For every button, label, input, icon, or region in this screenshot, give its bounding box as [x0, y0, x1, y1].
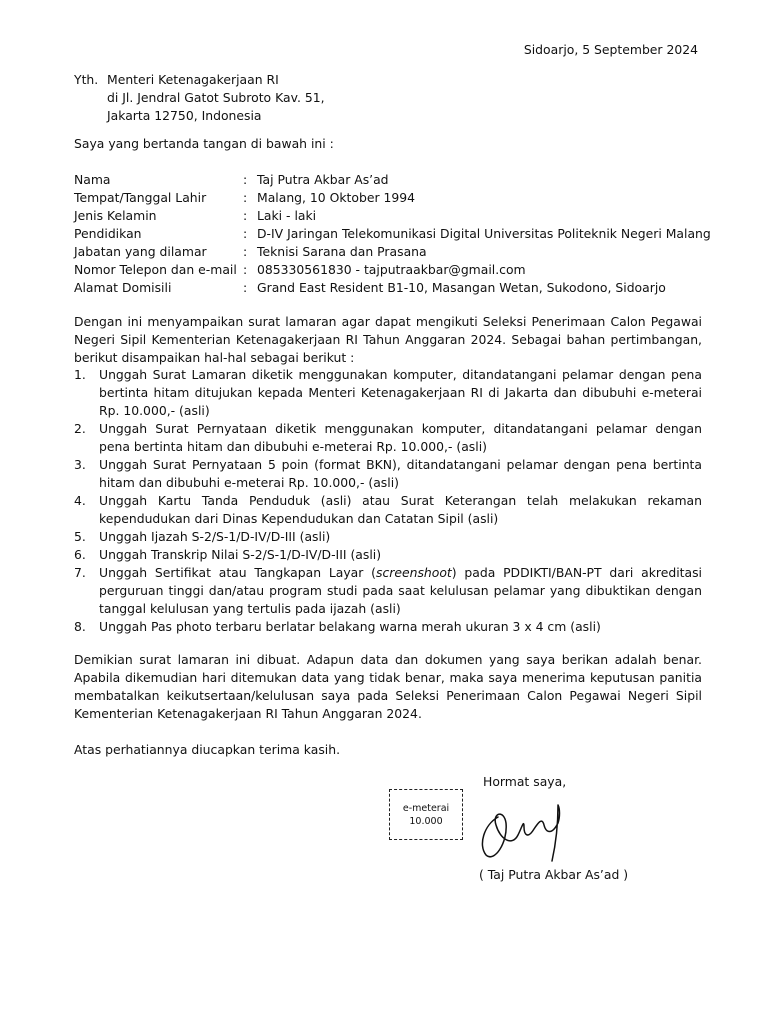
list-item-number: 8. — [74, 619, 86, 634]
list-item — [74, 528, 702, 546]
recipient-line-1: Menteri Ketenagakerjaan RI — [107, 72, 279, 87]
identity-label: Jenis Kelamin — [74, 208, 157, 223]
list-item-number: 6. — [74, 547, 86, 562]
list-item-number: 1. — [74, 367, 86, 382]
signature-image — [472, 795, 582, 865]
identity-value: Grand East Resident B1-10, Masangan Wetan, Sukodono, Sidoarjo — [257, 280, 666, 295]
stamp-line-2: 10.000 — [409, 815, 443, 827]
list-item — [74, 546, 702, 564]
place-date: Sidoarjo, 5 September 2024 — [523, 42, 698, 57]
recipient-prefix: Yth. — [74, 72, 99, 87]
stamp-line-1: e-meterai — [402, 802, 450, 814]
list-item-text: Unggah Pas photo terbaru berlatar belakang warna merah ukuran 3 x 4 cm (asli) — [99, 619, 601, 634]
list-item-number: 7. — [74, 565, 86, 580]
list-item-number: 5. — [74, 529, 86, 544]
recipient-line-2: di Jl. Jendral Gatot Subroto Kav. 51, — [107, 90, 325, 105]
e-meterai-stamp — [389, 789, 463, 840]
list-item-text: Unggah Kartu Tanda Penduduk (asli) atau Surat Keterangan telah melakukan rekaman kependudukan dari Dinas Kependudukan dan Catatan Sipil (asli) — [99, 493, 702, 526]
paragraph-purpose: Dengan ini menyampaikan surat lamaran agar dapat mengikuti Seleksi Penerimaan Calon Pegawai Negeri Sipil Kementerian Ketenagakerjaan RI Tahun Anggaran 2024. Sebagai bahan pertimbangan, berikut disampaikan hal-hal sebagai berikut : — [74, 314, 702, 365]
identity-colon: : — [243, 190, 248, 205]
list-item — [74, 420, 702, 456]
identity-table — [74, 171, 711, 297]
identity-value: 085330561830 - tajputraakbar@gmail.com — [257, 262, 526, 277]
list-item-number: 2. — [74, 421, 86, 436]
paragraph-thanks: Atas perhatiannya diucapkan terima kasih. — [74, 742, 341, 757]
list-item-text: Unggah Surat Pernyataan diketik menggunakan komputer, ditandatangani pelamar dengan pena bertinta hitam dan dibubuhi e-meterai Rp. 10.000,- (asli) — [99, 421, 702, 454]
identity-label: Pendidikan — [74, 226, 142, 241]
identity-label: Tempat/Tanggal Lahir — [74, 190, 207, 205]
identity-colon: : — [243, 172, 248, 187]
identity-row — [74, 261, 711, 279]
identity-colon: : — [243, 244, 248, 259]
identity-row — [74, 243, 711, 261]
recipient-block — [74, 71, 325, 125]
identity-label: Jabatan yang dilamar — [74, 244, 207, 259]
list-item-text: Unggah Surat Pernyataan 5 poin (format BKN), ditandatangani pelamar dengan pena bertinta hitam dan dibubuhi e-meterai Rp. 10.000,- (asli) — [99, 457, 702, 490]
paragraph-statement: Demikian surat lamaran ini dibuat. Adapun data dan dokumen yang saya berikan adalah benar. Apabila dikemudian hari ditemukan data yang tidak benar, maka saya menerima keputusan panitia membatalkan keikutsertaan/kelulusan saya pada Seleksi Penerimaan Calon Pegawai Negeri Sipil Kementerian Ketenagakerjaan RI Tahun Anggaran 2024. — [74, 652, 702, 721]
document-list — [74, 366, 702, 636]
identity-row — [74, 171, 711, 189]
identity-colon: : — [243, 280, 248, 295]
list-item — [74, 564, 702, 618]
list-item-text-after: ) pada PDDIKTI/BAN-PT dari akreditasi perguruan tinggi dan/atau program studi pada saat kelulusan pelamar yang dibuktikan dengan tanggal kelulusan yang tertulis pada ijazah (asli) — [99, 565, 702, 616]
identity-label: Nama — [74, 172, 111, 187]
list-item-number: 4. — [74, 493, 86, 508]
identity-value: Laki - laki — [257, 208, 317, 223]
list-item-text-italic: screenshoot — [375, 565, 452, 580]
identity-value: Taj Putra Akbar As’ad — [257, 172, 389, 187]
list-item-text — [99, 564, 702, 618]
identity-row — [74, 189, 711, 207]
list-item-text-before: Unggah Sertifikat atau Tangkapan Layar ( — [99, 565, 376, 580]
intro-text: Saya yang bertanda tangan di bawah ini : — [74, 136, 334, 151]
list-item-number: 3. — [74, 457, 86, 472]
identity-value: D-IV Jaringan Telekomunikasi Digital Universitas Politeknik Negeri Malang — [257, 226, 711, 241]
list-item-text: Unggah Surat Lamaran diketik menggunakan komputer, ditandatangani pelamar dengan pena bertinta hitam ditujukan kepada Menteri Ketenagakerjaan RI di Jakarta dan dibubuhi e-meterai Rp. 10.000,- (asli) — [99, 367, 702, 418]
signer-name: ( Taj Putra Akbar As’ad ) — [479, 867, 629, 882]
list-item — [74, 618, 702, 636]
identity-row — [74, 207, 711, 225]
identity-row — [74, 225, 711, 243]
identity-value: Malang, 10 Oktober 1994 — [257, 190, 416, 205]
identity-label: Alamat Domisili — [74, 280, 172, 295]
identity-colon: : — [243, 226, 248, 241]
list-item-text: Unggah Transkrip Nilai S-2/S-1/D-IV/D-III (asli) — [99, 547, 382, 562]
list-item — [74, 456, 702, 492]
closing-salutation: Hormat saya, — [483, 774, 567, 789]
list-item-text: Unggah Ijazah S-2/S-1/D-IV/D-III (asli) — [99, 529, 331, 544]
identity-row — [74, 279, 711, 297]
list-item — [74, 492, 702, 528]
identity-colon: : — [243, 262, 248, 277]
recipient-line-3: Jakarta 12750, Indonesia — [107, 108, 262, 123]
identity-colon: : — [243, 208, 248, 223]
identity-label: Nomor Telepon dan e-mail — [74, 262, 237, 277]
identity-value: Teknisi Sarana dan Prasana — [257, 244, 427, 259]
list-item — [74, 366, 702, 420]
